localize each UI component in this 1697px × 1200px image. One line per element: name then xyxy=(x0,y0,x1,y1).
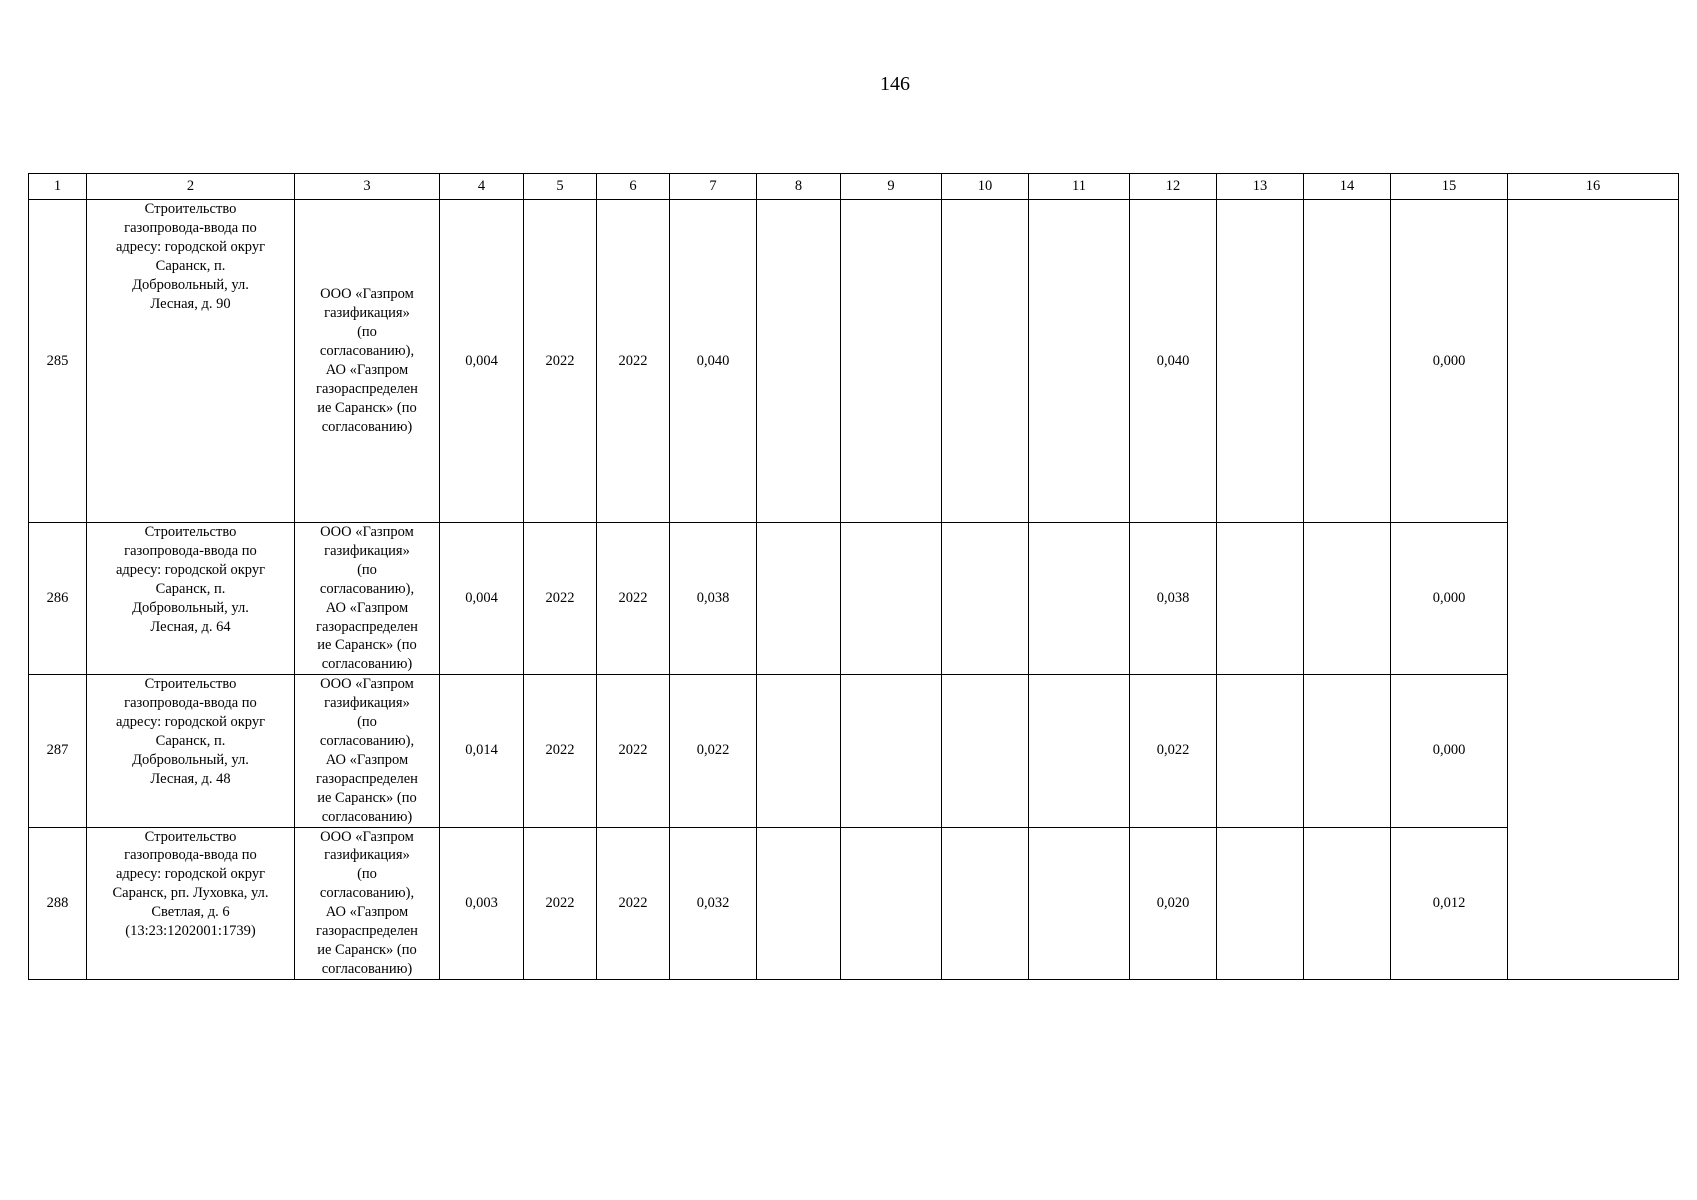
cell-value xyxy=(757,523,841,675)
column-header: 15 xyxy=(1391,174,1508,200)
cell-value xyxy=(841,827,942,979)
cell-value: 2022 xyxy=(524,827,597,979)
cell-value: 0,020 xyxy=(1130,827,1217,979)
table-row xyxy=(29,827,1679,979)
row-number: 288 xyxy=(29,827,87,979)
cell-value: 0,040 xyxy=(670,200,757,523)
executor: ООО «Газпром газификация» (по согласованию), АО «Газпром газораспределен ие Саранск» (по согласованию) xyxy=(295,675,440,827)
column-header: 11 xyxy=(1029,174,1130,200)
column-header: 6 xyxy=(597,174,670,200)
cell-value xyxy=(757,675,841,827)
row-number: 286 xyxy=(29,523,87,675)
column-header: 12 xyxy=(1130,174,1217,200)
cell-value xyxy=(1217,523,1304,675)
cell-value xyxy=(757,200,841,523)
object-name: Строительство газопровода-ввода по адресу: городской округ Саранск, рп. Луховка, ул. Светлая, д. 6 (13:23:1202001:1739) xyxy=(87,827,295,979)
column-header: 1 xyxy=(29,174,87,200)
column-header: 7 xyxy=(670,174,757,200)
cell-value: 0,000 xyxy=(1391,200,1508,523)
executor: ООО «Газпром газификация» (по согласованию), АО «Газпром газораспределен ие Саранск» (по согласованию) xyxy=(295,523,440,675)
cell-value: 0,014 xyxy=(440,675,524,827)
cell-value: 0,004 xyxy=(440,200,524,523)
cell-value: 0,003 xyxy=(440,827,524,979)
cell-value xyxy=(1217,827,1304,979)
column-header: 3 xyxy=(295,174,440,200)
cell-value xyxy=(1217,675,1304,827)
cell-value: 2022 xyxy=(524,523,597,675)
cell-value xyxy=(1029,827,1130,979)
table-row xyxy=(29,523,1679,675)
cell-value: 2022 xyxy=(524,200,597,523)
cell-value: 0,038 xyxy=(670,523,757,675)
cell-value xyxy=(1304,523,1391,675)
cell-value xyxy=(841,523,942,675)
cell-value xyxy=(942,675,1029,827)
cell-value xyxy=(1029,675,1130,827)
object-name: Строительство газопровода-ввода по адресу: городской округ Саранск, п. Добровольный, ул. Лесная, д. 64 xyxy=(87,523,295,675)
cell-value xyxy=(1029,200,1130,523)
cell-value: 0,022 xyxy=(670,675,757,827)
cell-value: 2022 xyxy=(597,523,670,675)
column-header: 13 xyxy=(1217,174,1304,200)
cell-value: 0,040 xyxy=(1130,200,1217,523)
column-header: 10 xyxy=(942,174,1029,200)
cell-value: 2022 xyxy=(597,827,670,979)
row-number: 287 xyxy=(29,675,87,827)
row-number: 285 xyxy=(29,200,87,523)
document-table xyxy=(28,173,1679,980)
cell-value: 0,022 xyxy=(1130,675,1217,827)
column-header: 5 xyxy=(524,174,597,200)
column-header: 8 xyxy=(757,174,841,200)
cell-value xyxy=(1304,200,1391,523)
cell-value: 0,000 xyxy=(1391,523,1508,675)
cell-value: 2022 xyxy=(524,675,597,827)
object-name: Строительство газопровода-ввода по адресу: городской округ Саранск, п. Добровольный, ул. Лесная, д. 48 xyxy=(87,675,295,827)
executor: ООО «Газпром газификация» (по согласованию), АО «Газпром газораспределен ие Саранск» (по согласованию) xyxy=(295,200,440,523)
table-row xyxy=(29,200,1679,523)
page-number: 146 xyxy=(880,73,910,95)
cell-value: 0,004 xyxy=(440,523,524,675)
cell-value xyxy=(942,523,1029,675)
column-header: 2 xyxy=(87,174,295,200)
table-row xyxy=(29,675,1679,827)
merged-cell-16 xyxy=(1508,200,1679,980)
cell-value xyxy=(1304,675,1391,827)
column-header: 14 xyxy=(1304,174,1391,200)
cell-value xyxy=(942,200,1029,523)
column-header: 16 xyxy=(1508,174,1679,200)
table-header-row xyxy=(29,174,1679,200)
cell-value: 2022 xyxy=(597,675,670,827)
cell-value xyxy=(1304,827,1391,979)
cell-value: 0,000 xyxy=(1391,675,1508,827)
executor: ООО «Газпром газификация» (по согласованию), АО «Газпром газораспределен ие Саранск» (по согласованию) xyxy=(295,827,440,979)
cell-value: 2022 xyxy=(597,200,670,523)
cell-value: 0,038 xyxy=(1130,523,1217,675)
cell-value xyxy=(757,827,841,979)
column-header: 4 xyxy=(440,174,524,200)
cell-value xyxy=(942,827,1029,979)
column-header: 9 xyxy=(841,174,942,200)
object-name: Строительство газопровода-ввода по адресу: городской округ Саранск, п. Добровольный, ул. Лесная, д. 90 xyxy=(87,200,295,523)
cell-value xyxy=(841,200,942,523)
cell-value xyxy=(1029,523,1130,675)
cell-value xyxy=(841,675,942,827)
cell-value: 0,012 xyxy=(1391,827,1508,979)
cell-value: 0,032 xyxy=(670,827,757,979)
cell-value xyxy=(1217,200,1304,523)
